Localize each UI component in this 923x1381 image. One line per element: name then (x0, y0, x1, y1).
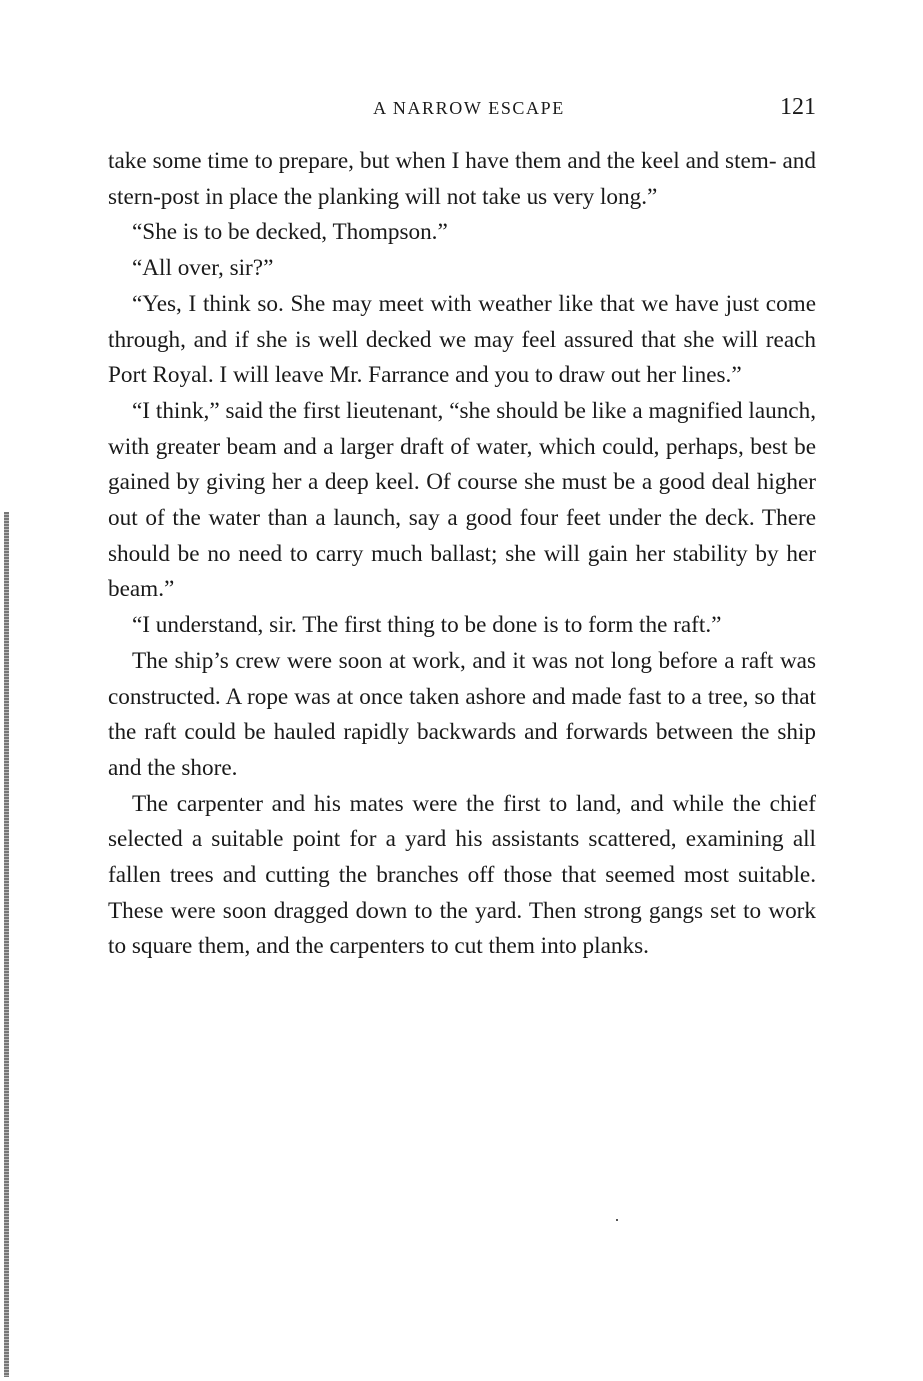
paragraph: “I understand, sir. The first thing to be done is to form the raft.” (132, 612, 722, 639)
paragraph: “Yes, I think so. She may meet with weather like that we have just come through, and if she is well decked we may feel assured that she will reach Port Royal. I will leave Mr. Farrance and you to draw out her lines.” (108, 290, 816, 389)
paragraph: take some time to prepare, but when I have them and the keel and stem- and stern-post in place the planking will not take us very long.” (108, 148, 816, 210)
paragraph: The ship’s crew were soon at work, and it was not long before a raft was constructed. A rope was at once taken ashore and made fast to a tree, so that the raft could be hauled rapidly backwards and forwards between the ship and the shore. (108, 647, 816, 781)
ink-speck (616, 1219, 618, 1221)
running-title: A NARROW ESCAPE (373, 98, 565, 118)
binding-edge (4, 512, 9, 1377)
page-number: 121 (780, 94, 816, 120)
paragraph: “I think,” said the first lieutenant, “she should be like a magnified launch, with greater beam and a larger draft of water, which could, perhaps, best be gained by giving her a deep keel. Of course she must be a good deal higher out of the water than a launch, say a good four feet under the deck. There should be no need to carry much ballast; she will gain her stability by her beam.” (108, 397, 816, 603)
paragraph: “She is to be decked, Thompson.” (132, 219, 448, 246)
body-text (108, 144, 816, 965)
running-head (108, 94, 816, 124)
paragraph: The carpenter and his mates were the first to land, and while the chief selected a suitable point for a yard his assistants scattered, examining all fallen trees and cutting the branches off those that seemed most suitable. These were soon dragged down to the yard. Then strong gangs set to work to square them, and the carpenters to cut them into planks. (108, 790, 816, 960)
paragraph: “All over, sir?” (132, 255, 274, 282)
